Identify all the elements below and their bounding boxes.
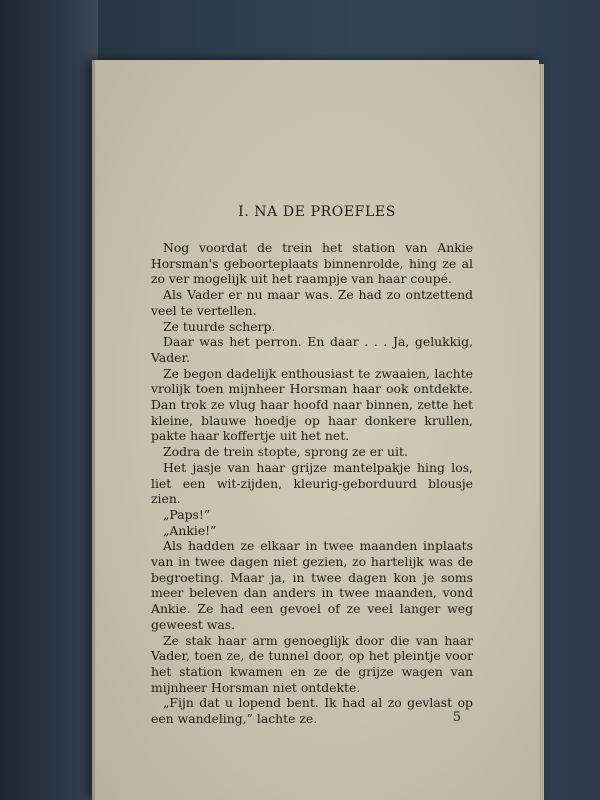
paragraph: Ze tuurde scherp. [163, 318, 276, 334]
paragraph: „Ankie!” [163, 522, 217, 538]
chapter-title: I. NA DE PROEFLES [238, 204, 396, 220]
paragraph: Het jasje van haar grijze mantelpakje hing los, liet een wit-zijden, kleurig-geborduurd blousje zien. [151, 459, 473, 507]
paragraph: Ze begon dadelijk enthousiast te zwaaien, lachte vrolijk toen mijnheer Horsman haar ook ontdekte. Dan trok ze vlug haar hoofd naar binnen, zette het kleine, blauwe hoedje op haar donkere krullen, pakte haar koffertje uit het net. [151, 365, 473, 444]
page-stack-edge [539, 64, 544, 800]
paragraph: Zodra de trein stopte, sprong ze er uit. [163, 444, 408, 460]
paragraph: Als hadden ze elkaar in twee maanden inplaats van in twee dagen niet gezien, zo hartelijk was de begroeting. Maar ja, in twee dagen kon je soms meer beleven dan anders in twee maanden, vond Ankie. Ze had een gevoel of ze veel langer weg geweest was. [151, 538, 473, 632]
page-number: 5 [452, 710, 461, 725]
book-page [92, 60, 539, 800]
paragraph: Nog voordat de trein het station van Ankie Horsman's geboorteplaats binnenrolde, hing ze al zo ver mogelijk uit het raampje van haar coupé. [151, 240, 473, 287]
book-spine-shadow [0, 0, 98, 800]
paragraph: „Paps!” [163, 506, 211, 522]
paragraph: Ze stak haar arm genoeglijk door die van haar Vader, toen ze, de tunnel door, op het pleintje voor het station kwamen en ze de grijze wagen van mijnheer Horsman niet ontdekte. [151, 632, 473, 695]
paragraph: Daar was het perron. En daar . . . Ja, gelukkig, Vader. [151, 334, 473, 365]
paragraph: „Fijn dat u lopend bent. Ik had al zo gevlast op een wandeling,” lachte ze. [151, 695, 473, 727]
paragraph: Als Vader er nu maar was. Ze had zo ontzettend veel te vertellen. [151, 287, 473, 318]
body-text [151, 240, 473, 727]
